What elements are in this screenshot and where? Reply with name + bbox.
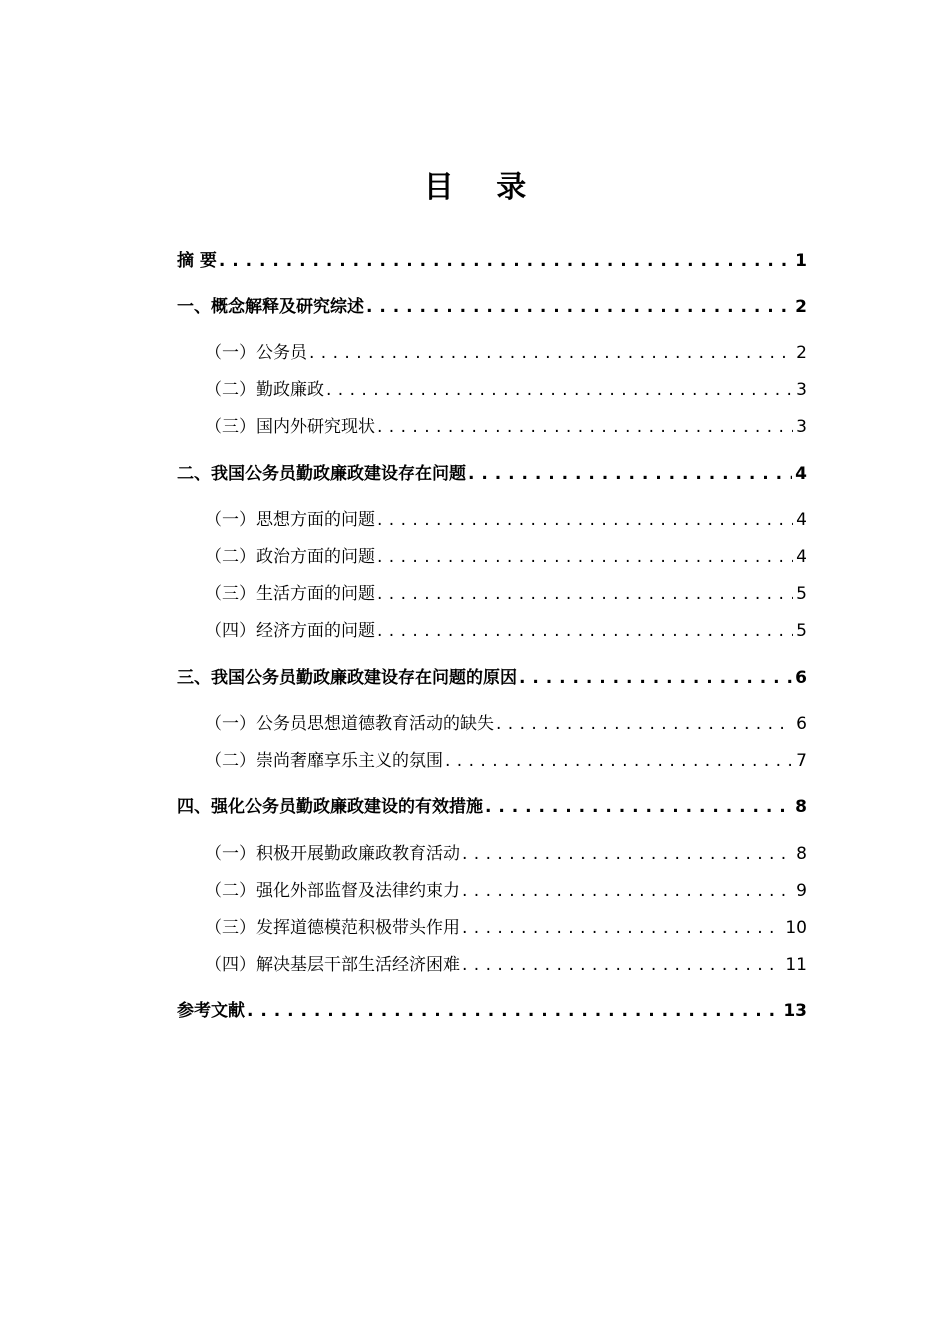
dot-leader — [377, 546, 793, 568]
toc-entry-label: （四）经济方面的问题 — [205, 621, 375, 641]
toc-entry-4-4[interactable] — [205, 950, 807, 976]
dot-leader — [366, 296, 792, 318]
toc-page-number: 5 — [796, 621, 807, 641]
toc-entry-4-1[interactable] — [205, 839, 807, 865]
dot-leader — [462, 954, 782, 976]
toc-entry-label: （二）勤政廉政 — [205, 380, 324, 400]
toc-entry-label: （一）积极开展勤政廉政教育活动 — [205, 844, 460, 864]
toc-page-number: 4 — [796, 510, 807, 530]
dot-leader — [496, 713, 793, 735]
toc-entry-4-3[interactable] — [205, 913, 807, 939]
toc-entry-references[interactable] — [177, 996, 807, 1022]
toc-page-number: 2 — [796, 343, 807, 363]
toc-entry-label: （二）政治方面的问题 — [205, 547, 375, 567]
toc-entry-label: （二）崇尚奢靡享乐主义的氛围 — [205, 751, 443, 771]
dot-leader — [485, 796, 792, 818]
toc-page-number: 2 — [795, 297, 807, 317]
toc-page-number: 6 — [796, 714, 807, 734]
toc-entry-2-1[interactable] — [205, 505, 807, 531]
toc-entry-label: （二）强化外部监督及法律约束力 — [205, 881, 460, 901]
toc-page-number: 4 — [796, 547, 807, 567]
toc-page-number: 5 — [796, 584, 807, 604]
toc-entry-section-2[interactable] — [177, 459, 807, 485]
toc-page-number: 8 — [795, 797, 807, 817]
toc-entry-2-3[interactable] — [205, 579, 807, 605]
toc-page-number: 10 — [785, 918, 807, 938]
toc-entry-section-4[interactable] — [177, 792, 807, 818]
dot-leader — [445, 750, 793, 772]
toc-entry-1-3[interactable] — [205, 412, 807, 438]
dot-leader — [247, 1000, 780, 1022]
toc-page-number: 1 — [795, 251, 807, 271]
toc-entry-section-1[interactable] — [177, 292, 807, 318]
dot-leader — [462, 917, 782, 939]
toc-entry-4-2[interactable] — [205, 876, 807, 902]
toc-page-number: 9 — [796, 881, 807, 901]
toc-entry-label: （一）思想方面的问题 — [205, 510, 375, 530]
toc-page-number: 3 — [796, 380, 807, 400]
page-title: 目 录 — [423, 170, 543, 205]
toc-entry-1-2[interactable] — [205, 375, 807, 401]
toc-entry-label: 参考文献 — [177, 1001, 245, 1021]
toc-entry-label: （三）生活方面的问题 — [205, 584, 375, 604]
toc-entry-label: 二、我国公务员勤政廉政建设存在问题 — [177, 464, 466, 484]
dot-leader — [377, 620, 793, 642]
toc-entry-label: （一）公务员思想道德教育活动的缺失 — [205, 714, 494, 734]
toc-entry-3-2[interactable] — [205, 746, 807, 772]
toc-entry-label: 四、强化公务员勤政廉政建设的有效措施 — [177, 797, 483, 817]
toc-entry-label: （四）解决基层干部生活经济困难 — [205, 955, 460, 975]
toc-entry-2-4[interactable] — [205, 616, 807, 642]
dot-leader — [377, 583, 793, 605]
toc-page-number: 6 — [795, 668, 807, 688]
toc-entry-1-1[interactable] — [205, 338, 807, 364]
toc-page-number: 4 — [795, 464, 807, 484]
toc-page-number: 3 — [796, 417, 807, 437]
dot-leader — [309, 342, 793, 364]
dot-leader — [519, 667, 792, 689]
toc-entry-3-1[interactable] — [205, 709, 807, 735]
toc-page-number: 11 — [785, 955, 807, 975]
dot-leader — [219, 250, 792, 272]
toc-entry-abstract[interactable] — [177, 246, 807, 272]
toc-entry-2-2[interactable] — [205, 542, 807, 568]
dot-leader — [377, 416, 793, 438]
dot-leader — [377, 509, 793, 531]
toc-entry-label: 一、概念解释及研究综述 — [177, 297, 364, 317]
toc-entry-label: （一）公务员 — [205, 343, 307, 363]
toc-entry-label: 摘 要 — [177, 251, 217, 271]
dot-leader — [468, 463, 792, 485]
toc-page-number: 8 — [796, 844, 807, 864]
toc-entry-section-3[interactable] — [177, 663, 807, 689]
toc-entry-label: （三）国内外研究现状 — [205, 417, 375, 437]
toc-entry-label: （三）发挥道德模范积极带头作用 — [205, 918, 460, 938]
dot-leader — [462, 843, 793, 865]
toc-page-number: 13 — [783, 1001, 807, 1021]
toc-entry-label: 三、我国公务员勤政廉政建设存在问题的原因 — [177, 668, 517, 688]
toc-page-number: 7 — [796, 751, 807, 771]
dot-leader — [326, 379, 793, 401]
dot-leader — [462, 880, 793, 902]
